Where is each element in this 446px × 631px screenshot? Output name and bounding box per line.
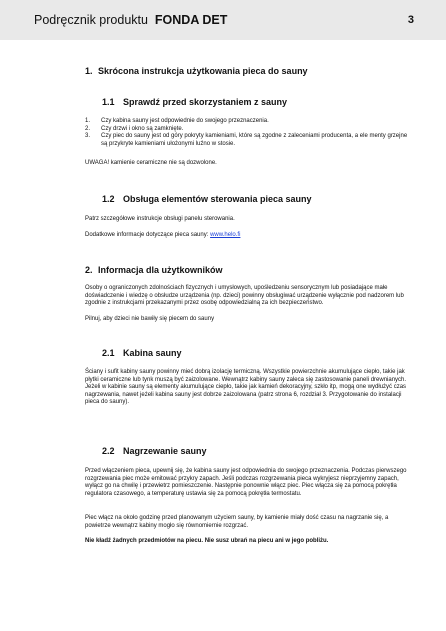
page-header [0, 0, 446, 40]
item-text: Czy drzwi i okno są zamknięte. [101, 125, 184, 132]
paragraph: Patrz szczegółowe instrukcje obsługi panelu sterowania. [85, 216, 235, 222]
section-2-2-heading [102, 446, 207, 457]
section-title: Sprawdź przed skorzystaniem z sauny [123, 97, 288, 107]
paragraph: Przed włączeniem pieca, upewnij się, że kabina sauny jest odpowiednia do swojego przeznaczenia. Podczas pierwszego rozgrzewania piec może emitować przykry zapach. Jeśli podczas rozgrzewania pieca wykryjesz nieprzyjemny zapach, wyłącz go na chwilę i przewietrz pomieszczenie. Następnie ponownie włącz piec. Piec włącza się za pomocą pokrętła regulatora czasowego, a temperaturę ustawia się za pomocą pokrętła termostatu. [85, 468, 407, 497]
paragraph: Piec włącz na około godzinę przed planowanym użyciem sauny, by kamienie miały dość czasu na nagrzanie się, a powietrze wewnątrz kabiny mogło się równomiernie rozgrzać. [85, 515, 389, 529]
title-prefix: Podręcznik produktu [34, 13, 148, 27]
section-number: 1. [85, 66, 93, 76]
paragraph [85, 232, 415, 240]
checklist [85, 118, 415, 148]
document-title [34, 13, 227, 28]
paragraph: Ściany i sufit kabiny sauny powinny mieć dobrą izolację termiczną. Wszystkie powierzchnie akumulujące ciepło, takie jak płytki ceramiczne lub tynk muszą być zaizolowane. Wewnątrz kabiny sauny zaleca się zastosowanie paneli drewnianych. Jeżeli w kabinie sauny są elementy akumulujące ciepło, takie jak kamień dekoracyjny, szkło itp, mogą one wydłużyć czas nagrzewania, nawet jeżeli kabina sauny jest dobrze zaizolowana (patrz strona 6, rozdział 3. Przygotowanie do instalacji pieca do sauny). [85, 369, 407, 405]
section-number: 2. [85, 265, 93, 275]
section-title: Nagrzewanie sauny [123, 446, 207, 456]
page-number: 3 [407, 14, 414, 26]
section-title: Skrócona instrukcja użytkowania pieca do sauny [98, 66, 308, 76]
product-name: FONDA DET [154, 13, 228, 27]
section-title: Obsługa elementów sterowania pieca sauny [123, 194, 312, 204]
section-1-2-heading [102, 194, 312, 205]
item-number: 1. [85, 118, 91, 124]
section-2-heading [85, 265, 223, 276]
section-title: Informacja dla użytkowników [98, 265, 223, 275]
item-text: Czy kabina sauny jest odpowiednie do swojego przeznaczenia. [101, 118, 269, 124]
paragraph: Pilnuj, aby dzieci nie bawiły się piecem do sauny [85, 316, 215, 322]
safety-note: Nie kładź żadnych przedmiotów na piecu. Nie susz ubrań na piecu ani w jego pobliżu. [85, 538, 329, 544]
item-number: 3. [85, 133, 91, 139]
section-1-heading [85, 66, 308, 77]
list-item [85, 126, 415, 134]
section-number: 1.2 [102, 194, 115, 204]
section-number: 2.2 [102, 446, 115, 456]
item-number: 2. [85, 125, 91, 132]
section-title: Kabina sauny [123, 348, 182, 358]
section-2-1-heading [102, 348, 182, 359]
paragraph-text: Dodatkowe informacje dotyczące pieca sauny: [85, 232, 211, 238]
list-item [85, 118, 415, 126]
helo-website-link[interactable]: www.helo.fi [210, 232, 241, 238]
paragraph: Osoby o ograniczonych zdolnościach fizycznych i umysłowych, upośledzeniu sensorycznym lub posiadające małe doświadczenie i wiedzę o obsłudze urządzenia (np. dzieci) powinny obsługiwać urządzenie wyłącznie pod nadzorem lub zgodnie z instrukcjami przekazanymi przez osobę odpowiedzialną za ich bezpieczeństwo. [85, 285, 404, 306]
section-number: 2.1 [102, 348, 115, 358]
warning-text: UWAGA! kamienie ceramiczne nie są dozwolone. [85, 160, 217, 166]
list-item [85, 133, 415, 148]
section-1-1-heading [102, 97, 287, 108]
item-text: Czy piec do sauny jest od góry pokryty kamieniami, które są zgodne z zaleceniami producenta, a ele menty grzejne są przykryte kamieniami ułożonymi luźno w stosie. [101, 133, 408, 147]
section-number: 1.1 [102, 97, 115, 107]
